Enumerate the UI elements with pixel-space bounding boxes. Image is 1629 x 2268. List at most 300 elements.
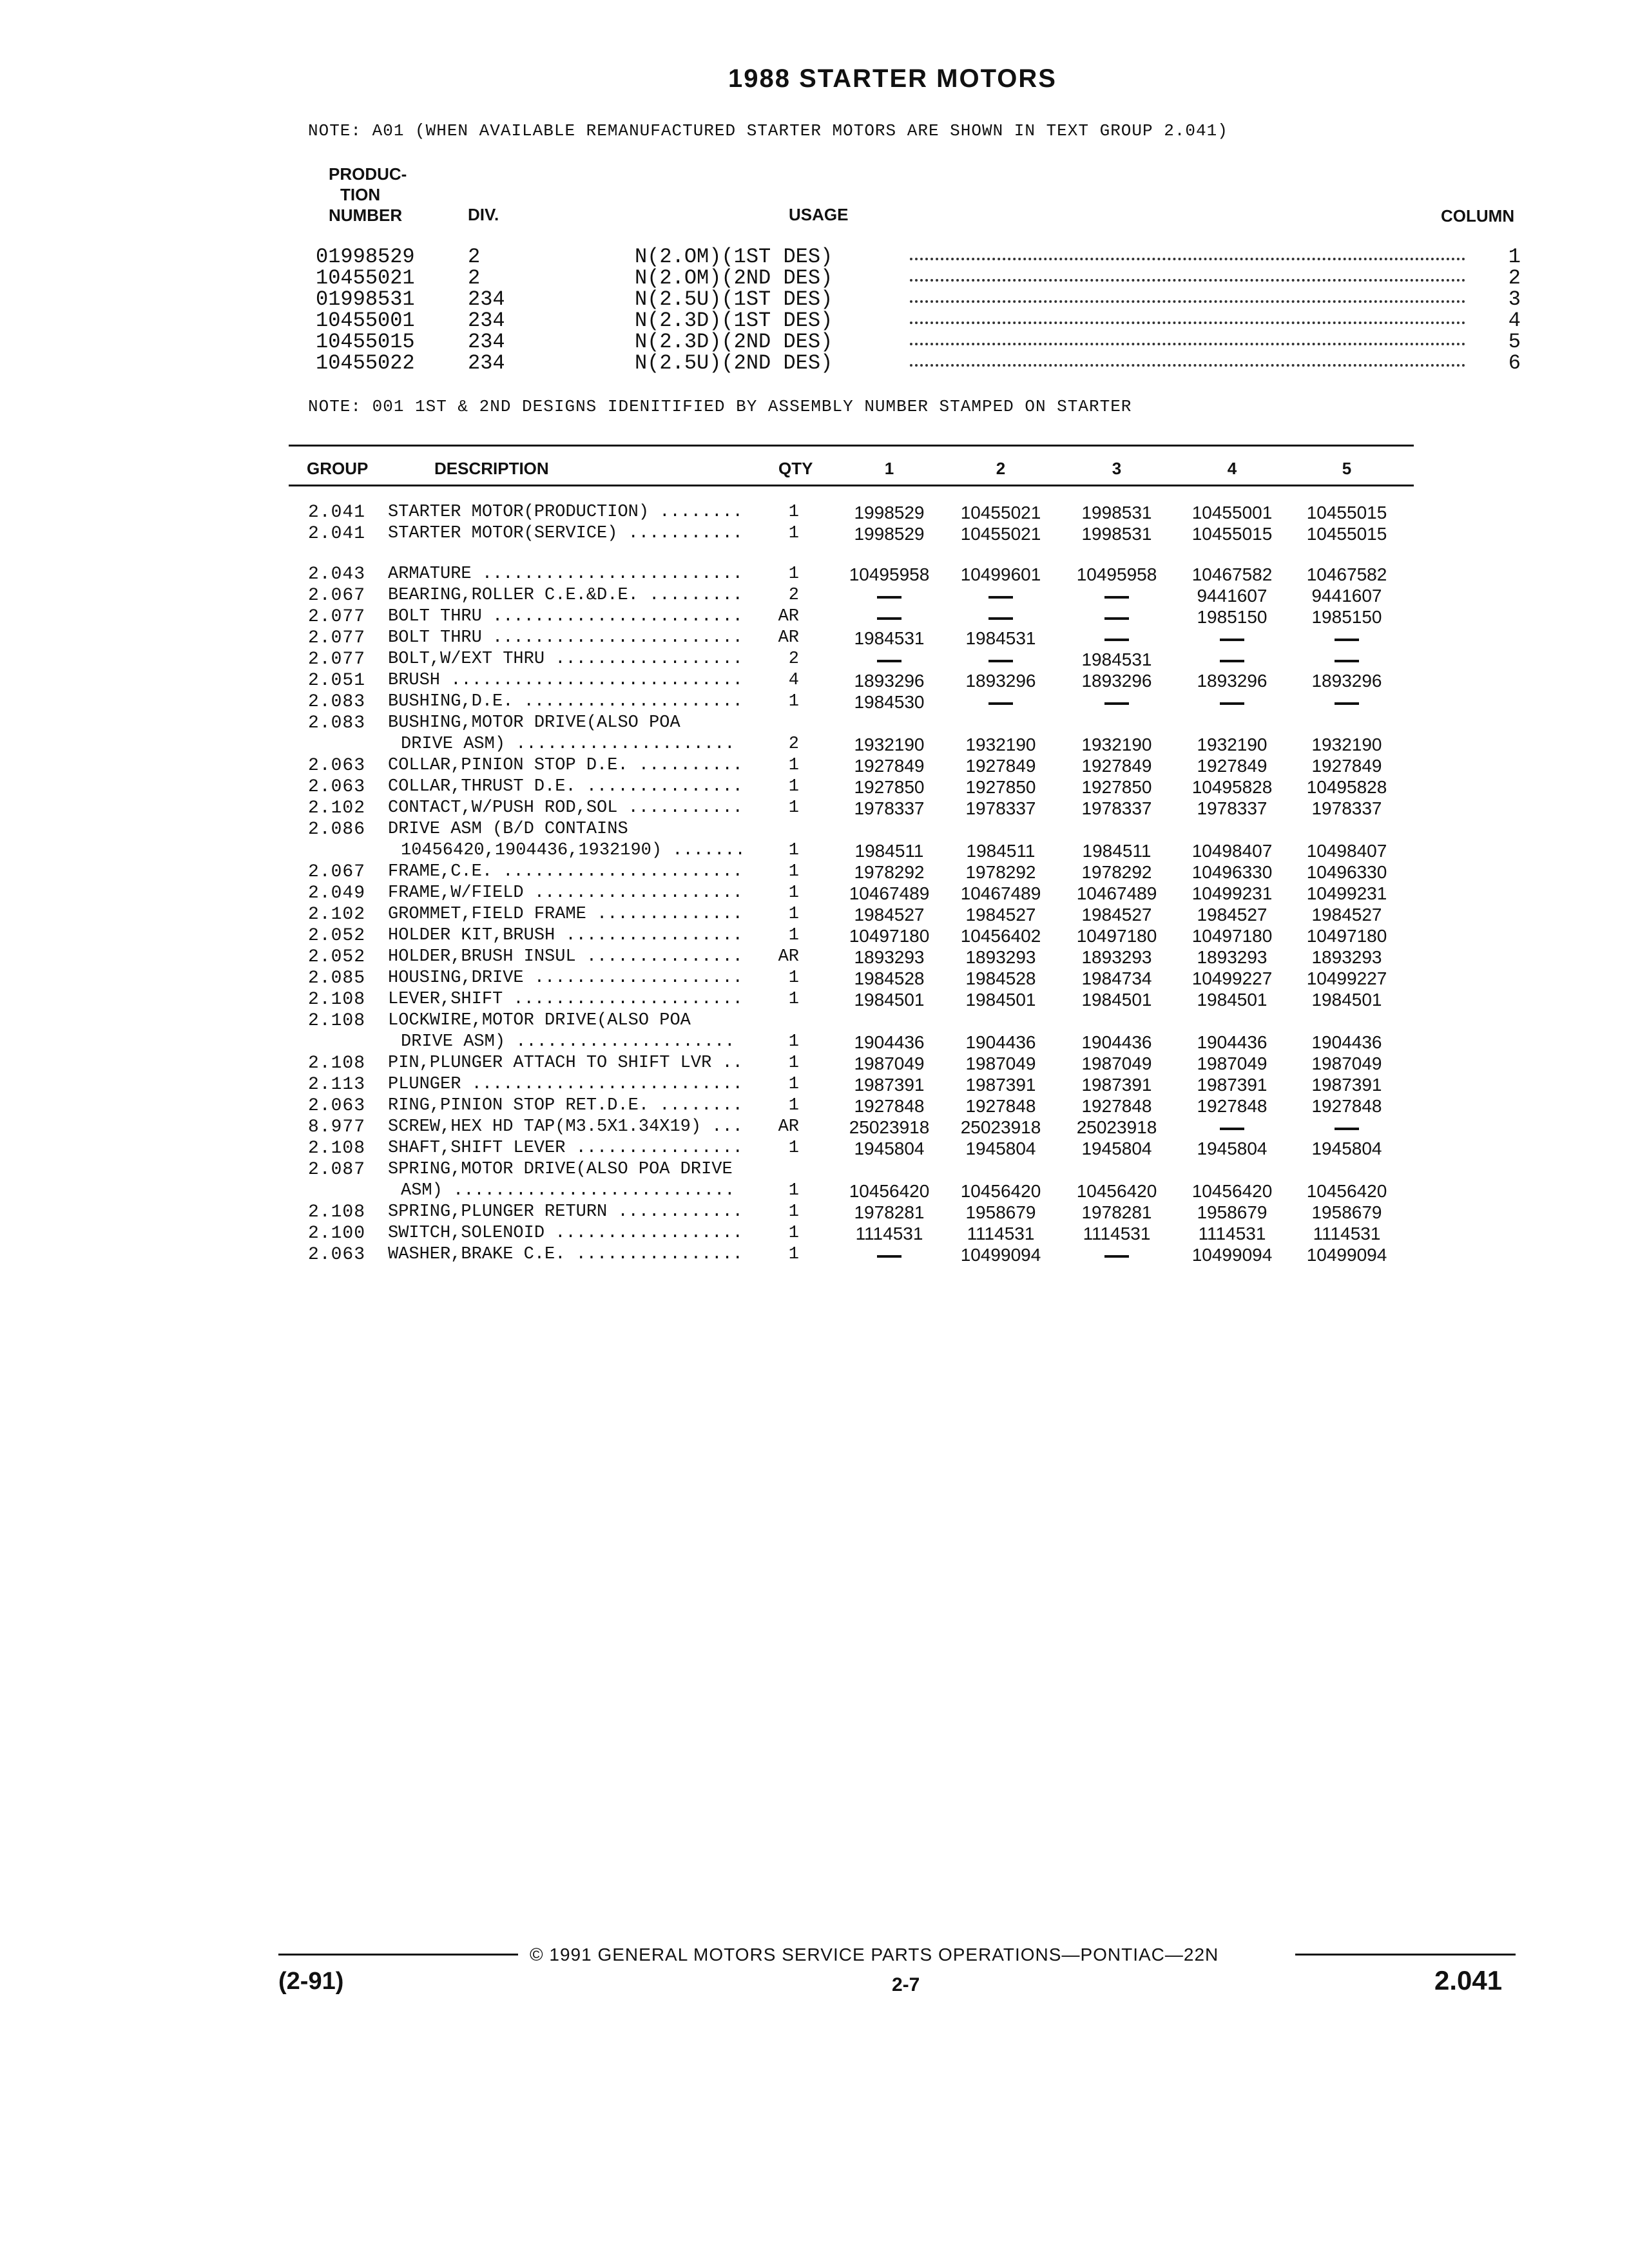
- quantity: AR: [778, 607, 799, 626]
- part-description: BRUSH ............................: [388, 671, 743, 690]
- part-number-cell: 1893293: [1081, 947, 1152, 967]
- not-applicable-dash: [1289, 692, 1405, 713]
- part-description: GROMMET,FIELD FRAME ..............: [388, 905, 743, 924]
- table-row: [0, 798, 1629, 820]
- table-row: [0, 947, 1629, 968]
- dash-mark: [988, 660, 1013, 662]
- quantity: 1: [788, 1181, 799, 1200]
- not-applicable-dash: [831, 1245, 947, 1265]
- group-number: 2.085: [308, 968, 366, 988]
- not-applicable-dash: [943, 607, 1059, 628]
- division: 234: [468, 309, 505, 332]
- table-top-rule: [289, 445, 1414, 447]
- part-description: COLLAR,PINION STOP D.E. ..........: [388, 756, 743, 775]
- part-number-cell: 10497180: [1076, 926, 1157, 946]
- table-row: [0, 926, 1629, 947]
- part-number-cell: 10499601: [960, 564, 1041, 584]
- not-applicable-dash: [831, 649, 947, 670]
- table-row: [0, 735, 1629, 756]
- group-number: 2.102: [308, 905, 366, 925]
- dash-mark: [1335, 639, 1359, 641]
- part-description: BUSHING,D.E. .....................: [388, 692, 743, 711]
- column-1-header: 1: [884, 459, 894, 478]
- production-row: [0, 287, 1629, 309]
- production-row: [0, 309, 1629, 330]
- part-number-cell: 10498407: [1306, 841, 1387, 861]
- not-applicable-dash: [831, 586, 947, 606]
- part-description: CONTACT,W/PUSH ROD,SOL ...........: [388, 798, 743, 818]
- production-number-header: [329, 164, 407, 226]
- table-row: [0, 671, 1629, 692]
- footer-date: (2-91): [278, 1968, 344, 1995]
- group-number: 2.077: [308, 649, 366, 669]
- quantity: AR: [778, 1117, 799, 1137]
- part-number-cell: 1927850: [965, 777, 1036, 797]
- not-applicable-dash: [1289, 1117, 1405, 1138]
- part-number-cell: 1927849: [1311, 756, 1382, 776]
- part-description: LOCKWIRE,MOTOR DRIVE(ALSO POA: [388, 1011, 691, 1030]
- part-number-cell: 10499231: [1306, 883, 1387, 903]
- not-applicable-dash: [1174, 692, 1290, 713]
- part-number-cell: 1984511: [1082, 841, 1152, 861]
- division: 234: [468, 351, 505, 375]
- part-number-cell: 10499094: [960, 1245, 1041, 1265]
- part-number-cell: 1985150: [1311, 607, 1382, 627]
- group-number: 2.083: [308, 692, 366, 712]
- group-number: 2.067: [308, 586, 366, 606]
- part-number-cell: 1927849: [854, 756, 925, 776]
- part-number-cell: 1998531: [1081, 503, 1152, 523]
- part-description: SCREW,HEX HD TAP(M3.5X1.34X19) ...: [388, 1117, 743, 1137]
- not-applicable-dash: [1059, 607, 1175, 628]
- page-title: 1988 STARTER MOTORS: [728, 64, 1057, 93]
- quantity: 1: [788, 1224, 799, 1243]
- part-description: WASHER,BRAKE C.E. ................: [388, 1245, 743, 1264]
- part-number-cell: 1893296: [1311, 671, 1382, 691]
- part-number-cell: 1984527: [1081, 905, 1152, 925]
- group-number: 2.067: [308, 862, 366, 882]
- part-number-cell: 10456402: [960, 926, 1041, 946]
- production-number: 10455001: [316, 309, 415, 332]
- part-number-cell: 1984528: [965, 968, 1036, 988]
- part-number-cell: 1984501: [1081, 990, 1152, 1010]
- part-description: STARTER MOTOR(PRODUCTION) ........: [388, 503, 743, 522]
- quantity: 1: [788, 1053, 799, 1073]
- usage: N(2.3D)(1ST DES): [635, 309, 833, 332]
- part-number-cell: 1945804: [854, 1139, 925, 1158]
- table-row: [0, 883, 1629, 905]
- part-number-cell: 1893293: [1197, 947, 1268, 967]
- part-description: HOLDER KIT,BRUSH .................: [388, 926, 743, 945]
- column-number: 5: [1508, 330, 1521, 354]
- quantity: 2: [788, 735, 799, 754]
- group-number: 2.077: [308, 628, 366, 648]
- not-applicable-dash: [1174, 1117, 1290, 1138]
- part-number-cell: 10496330: [1191, 862, 1273, 882]
- part-number-cell: 1958679: [1197, 1202, 1268, 1222]
- part-description: HOUSING,DRIVE ....................: [388, 968, 743, 988]
- part-number-cell: 1987391: [1311, 1075, 1382, 1095]
- division: 2: [468, 245, 481, 269]
- part-number-cell: 1945804: [1311, 1139, 1382, 1158]
- part-number-cell: 1114531: [1198, 1224, 1266, 1244]
- part-number-cell: 1998529: [854, 503, 925, 523]
- not-applicable-dash: [1289, 628, 1405, 649]
- dash-mark: [877, 660, 901, 662]
- table-row: [0, 1245, 1629, 1266]
- part-number-cell: 1114531: [967, 1224, 1035, 1244]
- table-row: [0, 524, 1629, 545]
- part-number-cell: 10499094: [1191, 1245, 1273, 1265]
- dot-leader: [910, 364, 1465, 367]
- part-number-cell: 1893296: [965, 671, 1036, 691]
- dot-leader: [910, 279, 1465, 282]
- quantity: 1: [788, 862, 799, 881]
- division: 2: [468, 266, 481, 290]
- part-number-cell: 1114531: [1083, 1224, 1151, 1244]
- table-row: [0, 1032, 1629, 1053]
- not-applicable-dash: [1059, 586, 1175, 606]
- group-number: 2.041: [308, 524, 366, 544]
- not-applicable-dash: [1059, 692, 1175, 713]
- part-number-cell: 1987391: [965, 1075, 1036, 1095]
- part-number-cell: 1927849: [965, 756, 1036, 776]
- column-5-header: 5: [1342, 459, 1352, 478]
- part-number-cell: 1904436: [1081, 1032, 1152, 1052]
- dash-mark: [1104, 1255, 1129, 1258]
- note-a01: NOTE: A01 (WHEN AVAILABLE REMANUFACTURED STARTER MOTORS ARE SHOWN IN TEXT GROUP 2.041): [308, 121, 1228, 140]
- part-number-cell: 9441607: [1197, 586, 1268, 606]
- not-applicable-dash: [1174, 649, 1290, 670]
- table-row: [0, 564, 1629, 586]
- part-number-cell: 1893296: [1197, 671, 1268, 691]
- column-number: 4: [1508, 309, 1521, 332]
- part-description: BEARING,ROLLER C.E.&D.E. .........: [388, 586, 743, 605]
- part-number-cell: 1893296: [1081, 671, 1152, 691]
- usage-header: USAGE: [789, 205, 849, 224]
- column-header: COLUMN: [1441, 206, 1515, 226]
- qty-column-header: QTY: [778, 459, 813, 478]
- division: 234: [468, 330, 505, 354]
- part-number-cell: 25023918: [960, 1117, 1041, 1137]
- column-3-header: 3: [1112, 459, 1122, 478]
- part-number-cell: 1978337: [965, 798, 1036, 818]
- part-number-cell: 10455021: [960, 524, 1041, 544]
- group-number: 2.041: [308, 503, 366, 523]
- part-number-cell: 10495958: [849, 564, 930, 584]
- part-number-cell: 1978292: [1081, 862, 1152, 882]
- table-row: [0, 1117, 1629, 1139]
- part-number-cell: 1927848: [854, 1096, 925, 1116]
- part-number-cell: 10496330: [1306, 862, 1387, 882]
- part-number-cell: 10456420: [1076, 1181, 1157, 1201]
- table-row: [0, 1096, 1629, 1117]
- part-number-cell: 10455015: [1191, 524, 1273, 544]
- part-description: STARTER MOTOR(SERVICE) ...........: [388, 524, 743, 543]
- division: 234: [468, 287, 505, 311]
- production-header-line: NUMBER: [329, 206, 403, 225]
- part-number-cell: 10497180: [1306, 926, 1387, 946]
- part-number-cell: 10499231: [1191, 883, 1273, 903]
- part-number-cell: 1904436: [965, 1032, 1036, 1052]
- part-number-cell: 1945804: [1081, 1139, 1152, 1158]
- part-number-cell: 1984501: [854, 990, 925, 1010]
- quantity: 1: [788, 1096, 799, 1115]
- group-number: 2.100: [308, 1224, 366, 1244]
- part-number-cell: 1978281: [1081, 1202, 1152, 1222]
- table-row: [0, 862, 1629, 883]
- table-row: [0, 1224, 1629, 1245]
- quantity: 1: [788, 503, 799, 522]
- group-number: 2.108: [308, 1202, 366, 1222]
- footer-page-number: 2-7: [892, 1974, 920, 1995]
- dash-mark: [1104, 596, 1129, 599]
- group-number: 2.108: [308, 1139, 366, 1158]
- quantity: AR: [778, 628, 799, 648]
- quantity: 1: [788, 1139, 799, 1158]
- group-column-header: GROUP: [307, 459, 369, 478]
- part-number-cell: 1114531: [1313, 1224, 1381, 1244]
- quantity: 1: [788, 1032, 799, 1052]
- part-number-cell: 1987049: [1311, 1053, 1382, 1073]
- group-number: 2.063: [308, 1096, 366, 1116]
- table-row: [0, 586, 1629, 607]
- production-number: 01998529: [316, 245, 415, 269]
- part-number-cell: 1927848: [1197, 1096, 1268, 1116]
- usage: N(2.OM)(2ND DES): [635, 266, 833, 290]
- not-applicable-dash: [943, 692, 1059, 713]
- group-number: 2.043: [308, 564, 366, 584]
- part-number-cell: 10499227: [1306, 968, 1387, 988]
- part-number-cell: 1984501: [1311, 990, 1382, 1010]
- part-number-cell: 10467489: [960, 883, 1041, 903]
- dash-mark: [1220, 1128, 1244, 1130]
- dot-leader: [910, 343, 1465, 345]
- dash-mark: [1220, 702, 1244, 705]
- part-number-cell: 10467582: [1191, 564, 1273, 584]
- column-number: 2: [1508, 266, 1521, 290]
- part-number-cell: 10467489: [1076, 883, 1157, 903]
- table-row: [0, 1139, 1629, 1160]
- dash-mark: [1220, 639, 1244, 641]
- part-number-cell: 1984527: [1197, 905, 1268, 925]
- part-number-cell: 1984527: [965, 905, 1036, 925]
- usage: N(2.5U)(1ST DES): [635, 287, 833, 311]
- production-number: 01998531: [316, 287, 415, 311]
- production-row: [0, 266, 1629, 290]
- table-row: [0, 1160, 1629, 1181]
- quantity: 2: [788, 586, 799, 605]
- production-number: 10455015: [316, 330, 415, 354]
- part-number-cell: 1984501: [965, 990, 1036, 1010]
- dash-mark: [1104, 617, 1129, 620]
- production-header-line: PRODUC-: [329, 164, 407, 184]
- part-number-cell: 1984531: [854, 628, 925, 648]
- part-number-cell: 1927849: [1197, 756, 1268, 776]
- part-number-cell: 1998531: [1081, 524, 1152, 544]
- part-description: SPRING,PLUNGER RETURN ............: [388, 1202, 743, 1222]
- part-number-cell: 10456420: [849, 1181, 930, 1201]
- note-001: NOTE: 001 1ST & 2ND DESIGNS IDENITIFIED BY ASSEMBLY NUMBER STAMPED ON STARTER: [308, 397, 1132, 416]
- quantity: AR: [778, 947, 799, 966]
- quantity: 1: [788, 1075, 799, 1094]
- group-number: 2.113: [308, 1075, 366, 1095]
- dash-mark: [1335, 702, 1359, 705]
- column-2-header: 2: [996, 459, 1006, 478]
- dash-mark: [1335, 660, 1359, 662]
- part-number-cell: 1978281: [854, 1202, 925, 1222]
- part-description: COLLAR,THRUST D.E. ...............: [388, 777, 743, 796]
- production-number: 10455022: [316, 351, 415, 375]
- not-applicable-dash: [1289, 649, 1405, 670]
- dot-leader: [910, 322, 1465, 324]
- table-row: [0, 628, 1629, 649]
- group-number: 2.102: [308, 798, 366, 818]
- table-row: [0, 503, 1629, 524]
- part-number-cell: 1927848: [1311, 1096, 1382, 1116]
- production-number: 10455021: [316, 266, 415, 290]
- part-number-cell: 1927849: [1081, 756, 1152, 776]
- table-row: [0, 1011, 1629, 1032]
- quantity: 4: [788, 671, 799, 690]
- group-number: 2.063: [308, 756, 366, 776]
- part-number-cell: 1932190: [1311, 735, 1382, 754]
- group-number: 8.977: [308, 1117, 366, 1137]
- div-header: DIV.: [468, 205, 499, 224]
- table-row: [0, 968, 1629, 990]
- part-description: ASM) ...........................: [401, 1181, 735, 1200]
- part-description: SPRING,MOTOR DRIVE(ALSO POA DRIVE: [388, 1160, 733, 1179]
- quantity: 2: [788, 649, 799, 669]
- quantity: 1: [788, 524, 799, 543]
- part-number-cell: 1932190: [1081, 735, 1152, 754]
- group-number: 2.051: [308, 671, 366, 691]
- part-number-cell: 1984530: [854, 692, 925, 712]
- part-number-cell: 10455015: [1306, 503, 1387, 523]
- part-number-cell: 1978292: [854, 862, 925, 882]
- quantity: 1: [788, 777, 799, 796]
- part-number-cell: 10498407: [1191, 841, 1273, 861]
- part-number-cell: 1987391: [1081, 1075, 1152, 1095]
- table-row: [0, 841, 1629, 862]
- part-number-cell: 10467489: [849, 883, 930, 903]
- dash-mark: [1220, 660, 1244, 662]
- part-number-cell: 1904436: [1197, 1032, 1268, 1052]
- description-column-header: DESCRIPTION: [434, 459, 549, 478]
- part-number-cell: 1927848: [965, 1096, 1036, 1116]
- part-number-cell: 1998529: [854, 524, 925, 544]
- usage: N(2.OM)(1ST DES): [635, 245, 833, 269]
- table-row: [0, 649, 1629, 671]
- part-number-cell: 1904436: [854, 1032, 925, 1052]
- table-row: [0, 990, 1629, 1011]
- part-number-cell: 1978292: [965, 862, 1036, 882]
- part-number-cell: 10497180: [849, 926, 930, 946]
- part-number-cell: 1978337: [1197, 798, 1268, 818]
- quantity: 1: [788, 968, 799, 988]
- quantity: 1: [788, 798, 799, 818]
- footer-rule-right: [1295, 1954, 1516, 1956]
- table-row: [0, 756, 1629, 777]
- part-number-cell: 1978337: [1081, 798, 1152, 818]
- part-number-cell: 1893293: [854, 947, 925, 967]
- part-number-cell: 1984531: [1081, 649, 1152, 669]
- part-number-cell: 1932190: [965, 735, 1036, 754]
- part-number-cell: 10456420: [960, 1181, 1041, 1201]
- part-number-cell: 1978337: [854, 798, 925, 818]
- part-description: FRAME,C.E. .......................: [388, 862, 743, 881]
- part-number-cell: 1932190: [854, 735, 925, 754]
- part-number-cell: 1945804: [965, 1139, 1036, 1158]
- column-number: 3: [1508, 287, 1521, 311]
- quantity: 1: [788, 692, 799, 711]
- column-number: 1: [1508, 245, 1521, 269]
- part-number-cell: 1114531: [855, 1224, 923, 1244]
- part-number-cell: 10455015: [1306, 524, 1387, 544]
- table-row: [0, 692, 1629, 713]
- part-number-cell: 1987391: [854, 1075, 925, 1095]
- table-row: [0, 905, 1629, 926]
- part-number-cell: 1987049: [854, 1053, 925, 1073]
- dash-mark: [988, 596, 1013, 599]
- dash-mark: [988, 617, 1013, 620]
- group-number: 2.108: [308, 990, 366, 1010]
- part-description: DRIVE ASM (B/D CONTAINS: [388, 820, 628, 839]
- part-number-cell: 1958679: [1311, 1202, 1382, 1222]
- part-number-cell: 10455001: [1191, 503, 1273, 523]
- group-number: 2.086: [308, 820, 366, 840]
- group-number: 2.052: [308, 947, 366, 967]
- part-number-cell: 10456420: [1191, 1181, 1273, 1201]
- part-number-cell: 10497180: [1191, 926, 1273, 946]
- dash-mark: [877, 596, 901, 599]
- part-number-cell: 1893296: [854, 671, 925, 691]
- part-description: SHAFT,SHIFT LEVER ................: [388, 1139, 743, 1158]
- column-4-header: 4: [1227, 459, 1237, 478]
- part-number-cell: 1893293: [1311, 947, 1382, 967]
- group-number: 2.052: [308, 926, 366, 946]
- part-number-cell: 1984527: [1311, 905, 1382, 925]
- group-number: 2.108: [308, 1053, 366, 1073]
- group-number: 2.063: [308, 777, 366, 797]
- part-number-cell: 1987391: [1197, 1075, 1268, 1095]
- not-applicable-dash: [831, 607, 947, 628]
- part-description: DRIVE ASM) .....................: [401, 1032, 735, 1052]
- part-description: BUSHING,MOTOR DRIVE(ALSO POA: [388, 713, 680, 733]
- group-number: 2.083: [308, 713, 366, 733]
- part-description: PLUNGER ..........................: [388, 1075, 743, 1094]
- part-number-cell: 1927850: [854, 777, 925, 797]
- part-number-cell: 1987049: [965, 1053, 1036, 1073]
- footer-rule-left: [278, 1954, 518, 1956]
- quantity: 1: [788, 564, 799, 584]
- table-header-rule: [289, 485, 1414, 486]
- part-description: BOLT THRU ........................: [388, 628, 743, 648]
- part-number-cell: 10467582: [1306, 564, 1387, 584]
- quantity: 1: [788, 883, 799, 903]
- table-row: [0, 1202, 1629, 1224]
- not-applicable-dash: [1174, 628, 1290, 649]
- quantity: 1: [788, 990, 799, 1009]
- table-row: [0, 820, 1629, 841]
- part-number-cell: 10456420: [1306, 1181, 1387, 1201]
- part-description: PIN,PLUNGER ATTACH TO SHIFT LVR ..: [388, 1053, 743, 1073]
- part-description: RING,PINION STOP RET.D.E. ........: [388, 1096, 743, 1115]
- part-description: 10456420,1904436,1932190) .......: [401, 841, 746, 860]
- usage: N(2.5U)(2ND DES): [635, 351, 833, 375]
- part-number-cell: 1927850: [1081, 777, 1152, 797]
- quantity: 1: [788, 841, 799, 860]
